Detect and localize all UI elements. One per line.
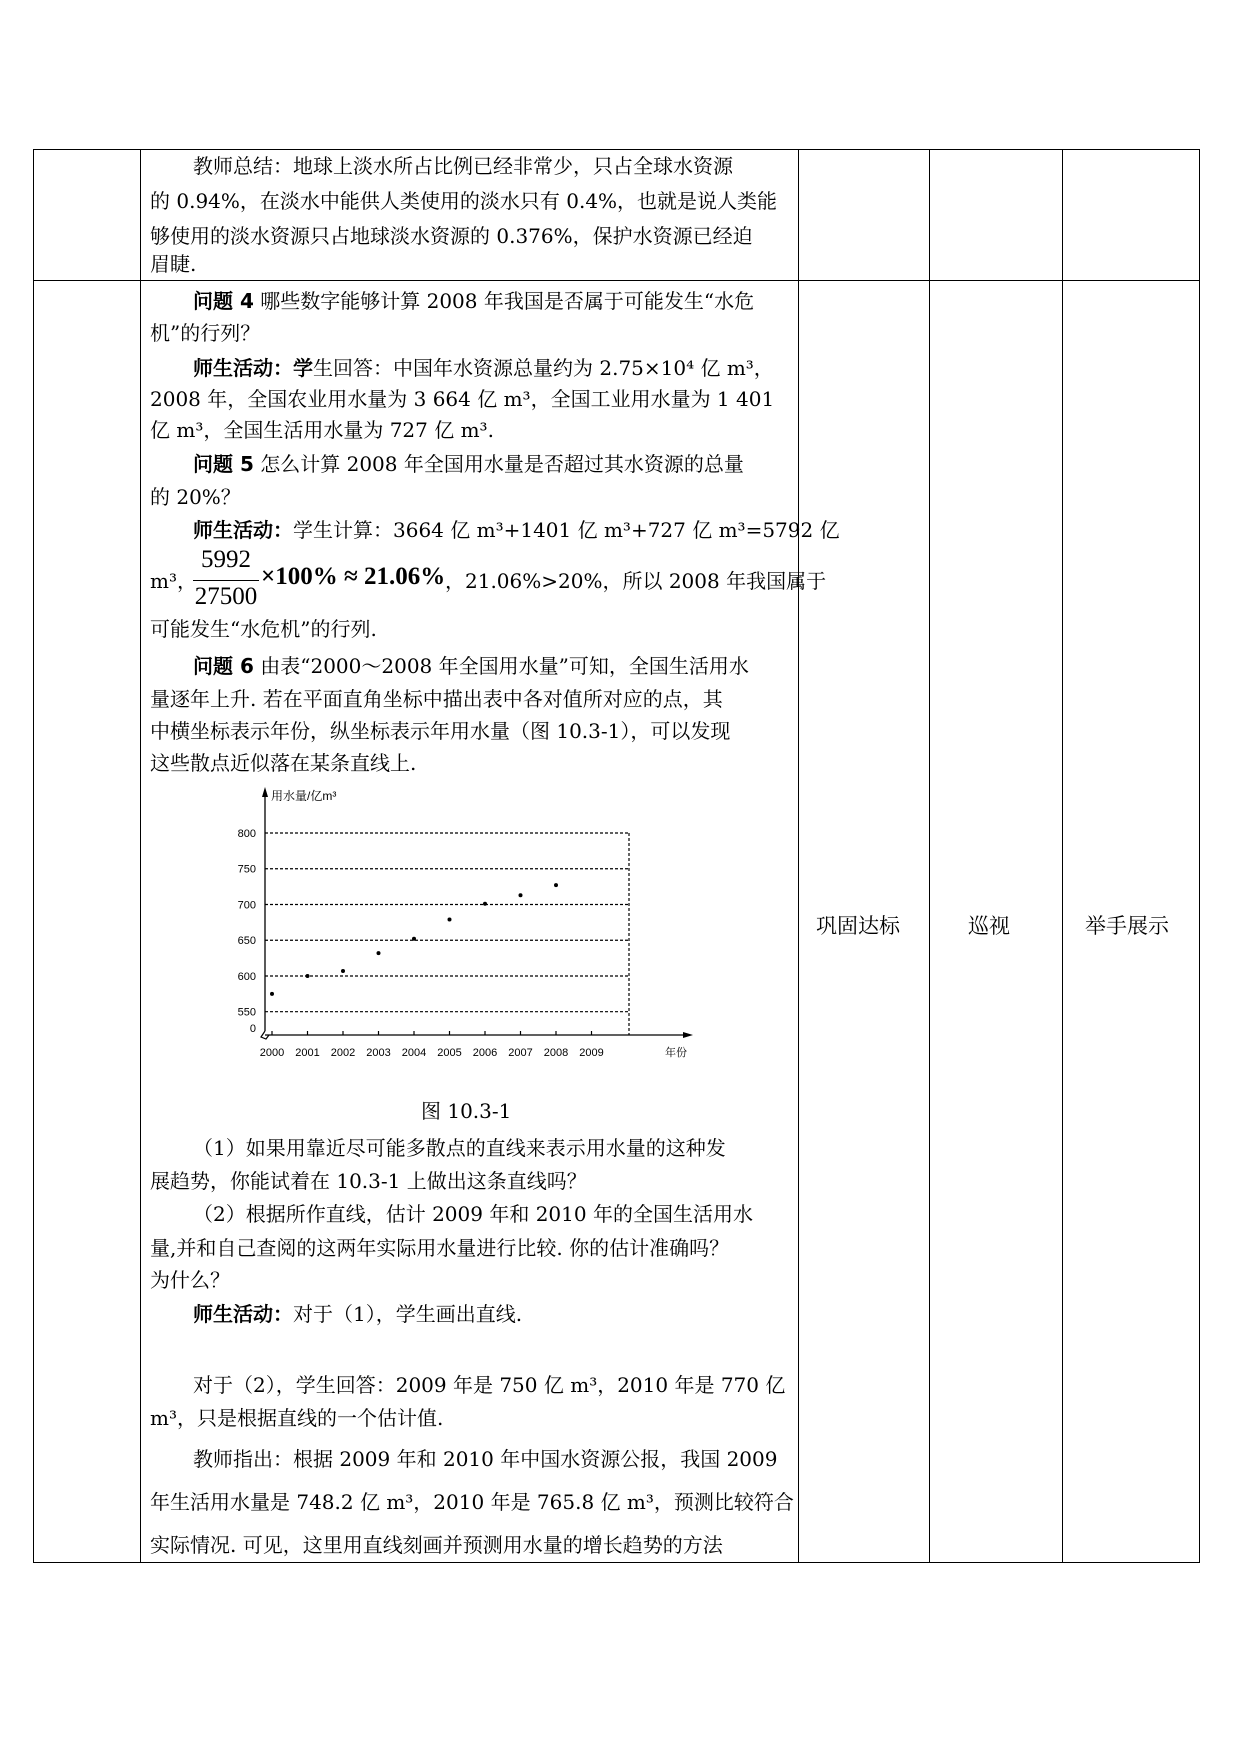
x-tick-label: 2008: [543, 1047, 569, 1059]
col5-label: 举手展示: [1085, 914, 1169, 938]
q6-line-4: 这些散点近似落在某条直线上.: [150, 751, 417, 775]
y-tick-label: 800: [237, 828, 256, 840]
sub-activity-text: 对于（1），学生画出直线.: [293, 1302, 523, 1326]
y-tick-label: 650: [237, 935, 256, 948]
summary-line-1: 教师总结：地球上淡水所占比例已经非常少，只占全球水资源: [193, 154, 733, 178]
q5-text: 怎么计算 2008 年全国用水量是否超过其水资源的总量: [260, 452, 744, 476]
q4-text: 哪些数字能够计算 2008 年我国是否属于可能发生“水危: [260, 289, 755, 313]
data-point: [341, 969, 345, 973]
x-tick-label: 2000: [259, 1047, 285, 1059]
q5-label: 问题 5: [193, 452, 254, 476]
q5-denominator: 27500: [194, 583, 258, 610]
q5-activity-label: 师生活动：: [193, 518, 293, 542]
q5-numerator: 5992: [201, 546, 251, 573]
col5-cell-top: [1063, 150, 1200, 281]
y-tick-label: 0: [249, 1023, 256, 1035]
q4-label: 问题 4: [193, 289, 254, 313]
data-point: [270, 992, 274, 996]
sub2-line-3: 为什么？: [150, 1268, 230, 1292]
y-tick-label: 750: [237, 863, 256, 876]
col4-label: 巡视: [968, 914, 1010, 938]
fraction-bar: [193, 580, 259, 581]
x-tick-label: 2002: [330, 1047, 356, 1059]
sub1-line-2: 展趋势，你能试着在 10.3-1 上做出这条直线吗？: [150, 1169, 587, 1193]
x-tick-label: 2004: [401, 1047, 427, 1059]
teacher-line-1: 教师指出：根据 2009 年和 2010 年中国水资源公报，我国 2009: [193, 1447, 778, 1471]
teacher-line-3: 实际情况. 可见，这里用直线刻画并预测用水量的增长趋势的方法: [150, 1533, 723, 1557]
x-tick-label: 2005: [437, 1047, 462, 1059]
q5-line-2: 的 20%？: [150, 485, 241, 509]
data-point: [412, 937, 416, 941]
col1-cell: [34, 150, 141, 281]
q6-line-3: 中横坐标表示年份，纵坐标表示年用水量（图 10.3-1），可以发现: [150, 719, 731, 743]
summary-line-4: 眉睫.: [150, 252, 197, 276]
q5-activity-line-1: [193, 513, 840, 548]
q4-activity-line-1: [193, 351, 774, 386]
x-tick-label: 2001: [295, 1047, 320, 1059]
q5-activity-text: 学生计算：3664 亿 m³+1401 亿 m³+727 亿 m³=5792 亿: [293, 518, 840, 542]
sub2-line-1: （2）根据所作直线，估计 2009 年和 2010 年的全国生活用水: [193, 1202, 753, 1226]
q4-line-1: [193, 284, 754, 319]
y-tick-label: 600: [237, 970, 256, 983]
q4-activity-bold-char: 学: [293, 356, 313, 380]
q4-activity-line-3: 亿 m³，全国生活用水量为 727 亿 m³.: [150, 418, 494, 442]
x-tick-label: 2007: [508, 1047, 533, 1059]
summary-line-2: 的 0.94%，在淡水中能供人类使用的淡水只有 0.4%，也就是说人类能: [150, 189, 778, 213]
sub-activity-label: 师生活动：: [193, 1302, 293, 1326]
x-tick-label: 2009: [579, 1047, 604, 1059]
q6-line-2: 量逐年上升. 若在平面直角坐标中描出表中各对值所对应的点，其: [150, 687, 723, 711]
teacher-line-2: 年生活用水量是 748.2 亿 m³，2010 年是 765.8 亿 m³，预测比较符合: [150, 1490, 794, 1514]
data-point: [519, 893, 523, 897]
data-point: [483, 902, 487, 906]
y-tick-label: 700: [237, 899, 256, 912]
col3-label: 巩固达标: [816, 914, 900, 938]
data-point: [377, 951, 381, 955]
q4-activity-line-2: 2008 年，全国农业用水量为 3 664 亿 m³，全国工业用水量为 1 401: [150, 387, 775, 411]
q4-line-2: 机”的行列？: [150, 321, 261, 345]
sub2-line-2: 量,并和自己查阅的这两年实际用水量进行比较. 你的估计准确吗？: [150, 1236, 730, 1260]
col3-cell-top: [799, 150, 930, 281]
q6-text: 由表“2000～2008 年全国用水量”可知，全国生活用水: [253, 654, 749, 678]
q5-activity-line-3: 可能发生“水危机”的行列.: [150, 617, 377, 641]
data-point: [448, 917, 452, 921]
q6-line-1: [193, 649, 749, 684]
q6-label: 问题 6: [193, 654, 254, 678]
y-tick-label: 550: [237, 1006, 256, 1019]
sub-activity-line: [193, 1297, 522, 1332]
x-axis-label: 年份: [665, 1047, 687, 1059]
sub1-line-1: （1）如果用靠近尽可能多散点的直线来表示用水量的这种发: [193, 1136, 726, 1160]
data-point: [306, 974, 310, 978]
q4-activity-text: 生回答：中国年水资源总量约为 2.75×10⁴ 亿 m³，: [313, 356, 774, 380]
q4-activity-label: 师生活动：: [193, 356, 293, 380]
x-axis-arrow: [683, 1032, 693, 1038]
q5-formula-prefix: m³，: [150, 569, 197, 593]
scatter-chart: [225, 785, 695, 1085]
answer-line-1: 对于（2），学生回答：2009 年是 750 亿 m³，2010 年是 770 亿: [193, 1373, 786, 1397]
col4-cell-top: [930, 150, 1063, 281]
data-point: [554, 883, 558, 887]
summary-line-3: 够使用的淡水资源只占地球淡水资源的 0.376%，保护水资源已经迫: [150, 224, 753, 248]
answer-line-2: m³，只是根据直线的一个估计值.: [150, 1406, 444, 1430]
q5-line-1: [193, 447, 744, 482]
q5-formula-rest: ×100% ≈ 21.06%: [261, 563, 446, 590]
x-tick-label: 2006: [472, 1047, 498, 1059]
x-tick-label: 2003: [366, 1047, 391, 1059]
figure-caption: 图 10.3-1: [421, 1099, 512, 1123]
y-axis-label: 用水量/亿m³: [271, 789, 337, 803]
col1-cell-main: [34, 281, 141, 1563]
y-axis-arrow: [262, 787, 268, 797]
q5-formula-tail: ，21.06%>20%，所以 2008 年我国属于: [445, 569, 827, 593]
